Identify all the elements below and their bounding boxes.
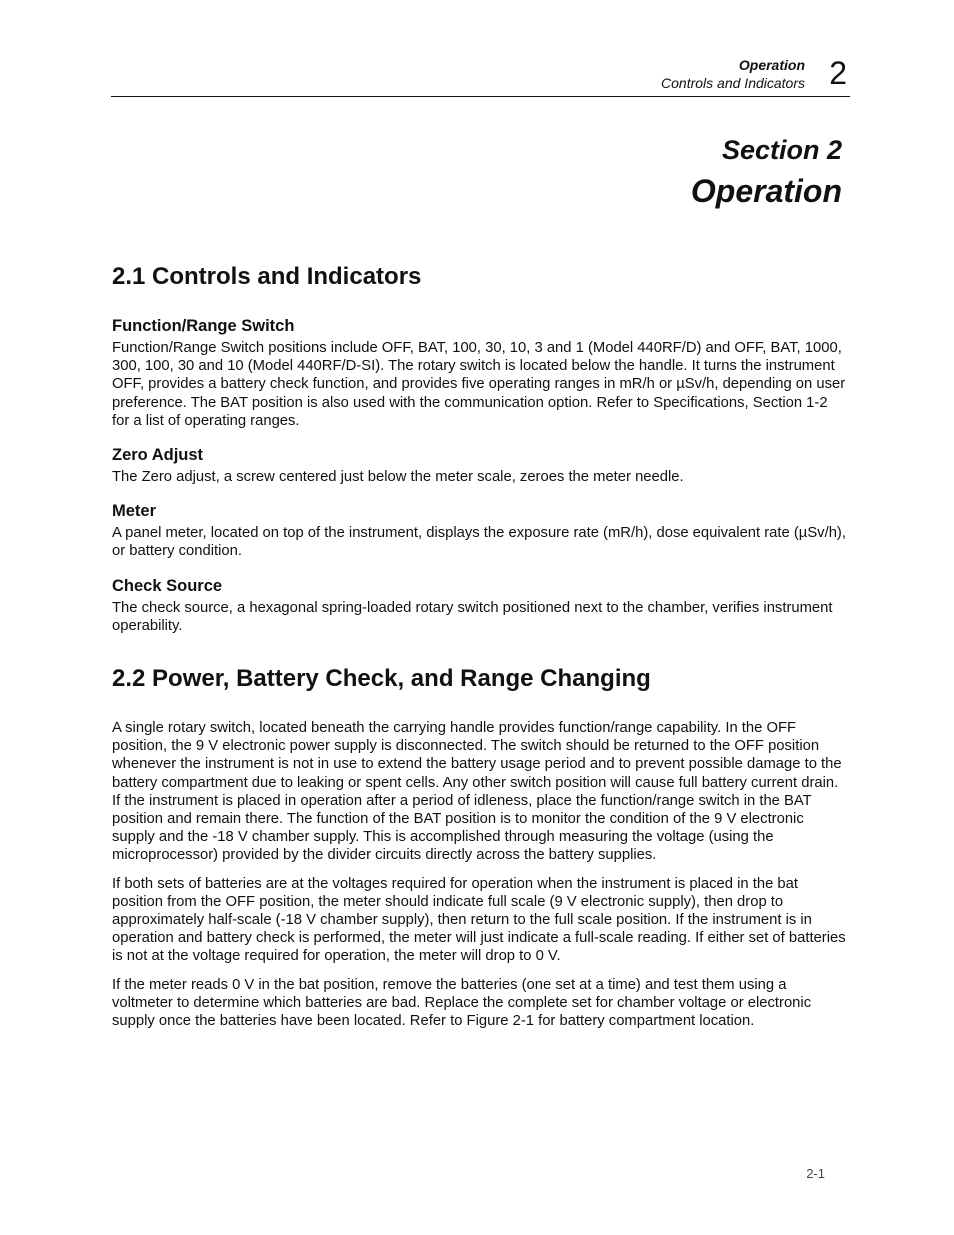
- section-title: Operation: [690, 173, 842, 209]
- paragraph-meter: A panel meter, located on top of the instrument, displays the exposure rate (mR/h), dose equivalent rate (µSv/h), or battery condition.: [112, 525, 846, 560]
- running-header-title: Operation: [738, 57, 805, 73]
- subheading-check-source: Check Source: [112, 576, 223, 595]
- running-header: [661, 56, 805, 92]
- subheading-meter: Meter: [112, 502, 157, 521]
- running-header-subtitle: Controls and Indicators: [661, 75, 805, 91]
- paragraph-battery-check: If both sets of batteries are at the voltages required for operation when the instrument is placed in the bat position from the OFF position, the meter should indicate full scale (9 V electronic supply), then drop to approximately half-scale (-18 V chamber supply), then return to the full scale position. If the instrument is in operation and battery check is performed, the meter will just indicate a full-scale reading. If either set of batteries is not at the voltage required for operation, the meter will drop to 0 V.: [112, 875, 846, 965]
- heading-power-battery-range: 2.2 Power, Battery Check, and Range Changing: [112, 665, 651, 693]
- section-label: Section 2: [721, 135, 842, 165]
- paragraph-battery-replacement: If the meter reads 0 V in the bat position, remove the batteries (one set at a time) and test them using a voltmeter to determine which batteries are bad. Replace the complete set for chamber voltage or electronic supply once the batteries have been located. Refer to Figure 2-1 for battery compartment location.: [112, 976, 812, 1030]
- paragraph-zero-adjust: The Zero adjust, a screw centered just below the meter scale, zeroes the meter needle.: [112, 469, 684, 486]
- paragraph-check-source: The check source, a hexagonal spring-loaded rotary switch positioned next to the chamber, verifies instrument operability.: [112, 599, 833, 634]
- header-divider: [111, 96, 850, 97]
- subheading-zero-adjust: Zero Adjust: [112, 446, 204, 465]
- chapter-number: 2: [829, 55, 847, 91]
- paragraph-rotary-switch: A single rotary switch, located beneath the carrying handle provides function/range capability. In the OFF position, the 9 V electronic power supply is disconnected. The switch should be returned to the OFF position whenever the instrument is not in use to extend the battery usage period and to prevent possible damage to the battery compartment due to leaking or spent cells. Any other switch position will cause full battery current drain. If the instrument is placed in operation after a period of idleness, place the function/range switch in the BAT position and remain there. The function of the BAT position is to monitor the condition of the 9 V electronic supply and the -18 V chamber supply. This is accomplished through measuring the voltage (using the microprocessor) provided by the divider circuits directly across the battery supplies.: [112, 720, 842, 864]
- heading-controls-indicators: 2.1 Controls and Indicators: [112, 263, 422, 290]
- paragraph-function-range-switch: Function/Range Switch positions include OFF, BAT, 100, 30, 10, 3 and 1 (Model 440RF/D) and OFF, BAT, 1000, 300, 100, 30 and 10 (Model 440RF/D-SI). The rotary switch is located below the handle. It turns the instrument OFF, provides a battery check function, and provides five operating ranges in mR/h or µSv/h, depending on user preference. The BAT position is also used with the communication option. Refer to Specifications, Section 1-2 for a list of operating ranges.: [112, 340, 846, 429]
- subheading-function-range-switch: Function/Range Switch: [112, 317, 295, 335]
- main-content: [112, 262, 847, 1030]
- page-number: 2-1: [806, 1166, 825, 1181]
